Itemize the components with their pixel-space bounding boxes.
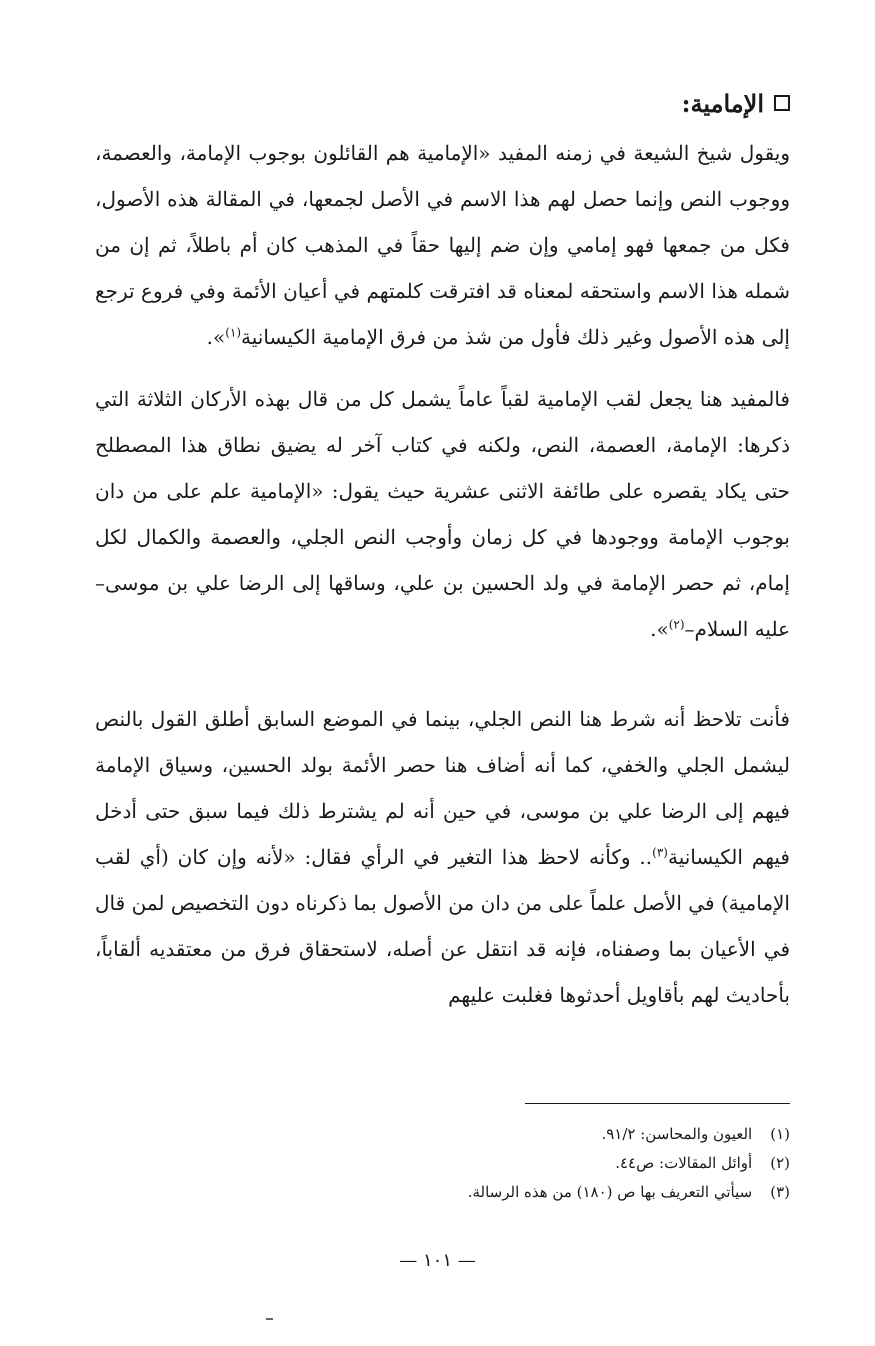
paragraph-1-end: ». <box>206 325 226 349</box>
paragraph-1-text: ويقول شيخ الشيعة في زمنه المفيد «الإمامية هم القائلون بوجوب الإمامة، والعصمة، ووجوب النص وإنما حصل لهم هذا الاسم في الأصل لجمعها، في المقالة هذه الأصول، فكل من جمعها فهو إمامي وإن ضم إليها حقاً في المذهب كان أم باطلاً، ثم إن من شمله هذا الاسم واستحقه لمعناه قد افترقت كلمتهم في أعيان الأئمة وفي فروع ترجع إلى هذه الأصول وغير ذلك فأول من شذ من فرق الإمامية الكيسانية <box>95 141 790 349</box>
section-heading <box>95 80 790 126</box>
footnote-text: العيون والمحاسن: ٩١/٢. <box>601 1125 753 1143</box>
footnote-ref-3[interactable]: (٣) <box>652 845 668 860</box>
footnote-number: (٢) <box>770 1154 790 1172</box>
footnotes <box>370 1120 790 1207</box>
footnote-1 <box>370 1120 790 1149</box>
paragraph-3-text-before: فأنت تلاحظ أنه شرط هنا النص الجلي، بينما في الموضع السابق أطلق القول بالنص ليشمل الجلي والخفي، كما أنه أضاف هنا حصر الأئمة بولد الحسين، وسياق الإمامة فيهم إلى الرضا علي بن موسى، في حين أنه لم يشترط ذلك فيما سبق حتى أدخل فيهم الكيسانية <box>95 707 790 869</box>
paragraph-3-text-after: .. وكأنه لاحظ هذا التغير في الرأي فقال: «لأنه وإن كان (أي لقب الإمامية) في الأصل علماً على من دان من الأصول بما ذكرناه دون التخصيص لمن قال في الأعيان بما وصفناه، فإنه قد انتقل عن أصله، لاستحقاق فرق من معتقديه ألقاباً، بأحاديث لهم بأقاويل أحدثوها فغلبت عليهم <box>95 845 790 1007</box>
scan-mark <box>266 1318 273 1320</box>
footnote-ref-2[interactable]: (٢) <box>668 617 685 632</box>
footnote-2 <box>370 1149 790 1178</box>
footnote-number: (١) <box>770 1125 790 1143</box>
footnote-separator <box>525 1103 790 1104</box>
footnote-text: سيأتي التعريف بها ص (١٨٠) من هذه الرسالة. <box>467 1183 753 1201</box>
footnote-text: أوائل المقالات: ص٤٤. <box>615 1154 753 1172</box>
paragraph-2-text: فالمفيد هنا يجعل لقب الإمامية لقباً عاماً يشمل كل من قال بهذه الأركان الثلاثة التي ذكرها: الإمامة، العصمة، النص، ولكنه في كتاب آخر له يضيق نطاق هذا المصطلح حتى يكاد يقصره على طائفة الاثنى عشرية حيث يقول: «الإمامية علم على من دان بوجوب الإمامة ووجودها في كل زمان وأوجب النص الجلي، والعصمة والكمال لكل إمام، ثم حصر الإمامة في ولد الحسين بن علي، وساقها إلى الرضا علي بن موسى– عليه السلام– <box>95 387 790 641</box>
paragraph-1 <box>95 130 790 360</box>
paragraph-2-end: ». <box>650 617 669 641</box>
section-title: الإمامية: <box>681 88 764 118</box>
footnote-ref-1[interactable]: (١) <box>225 325 242 340</box>
paragraph-2 <box>95 376 790 652</box>
page-number: — ١٠١ — <box>399 1250 476 1271</box>
square-bullet-icon <box>774 95 790 111</box>
page-body <box>95 80 790 1018</box>
footnote-number: (٣) <box>770 1183 790 1201</box>
paragraph-3 <box>95 696 790 1018</box>
footnote-3 <box>370 1178 790 1207</box>
